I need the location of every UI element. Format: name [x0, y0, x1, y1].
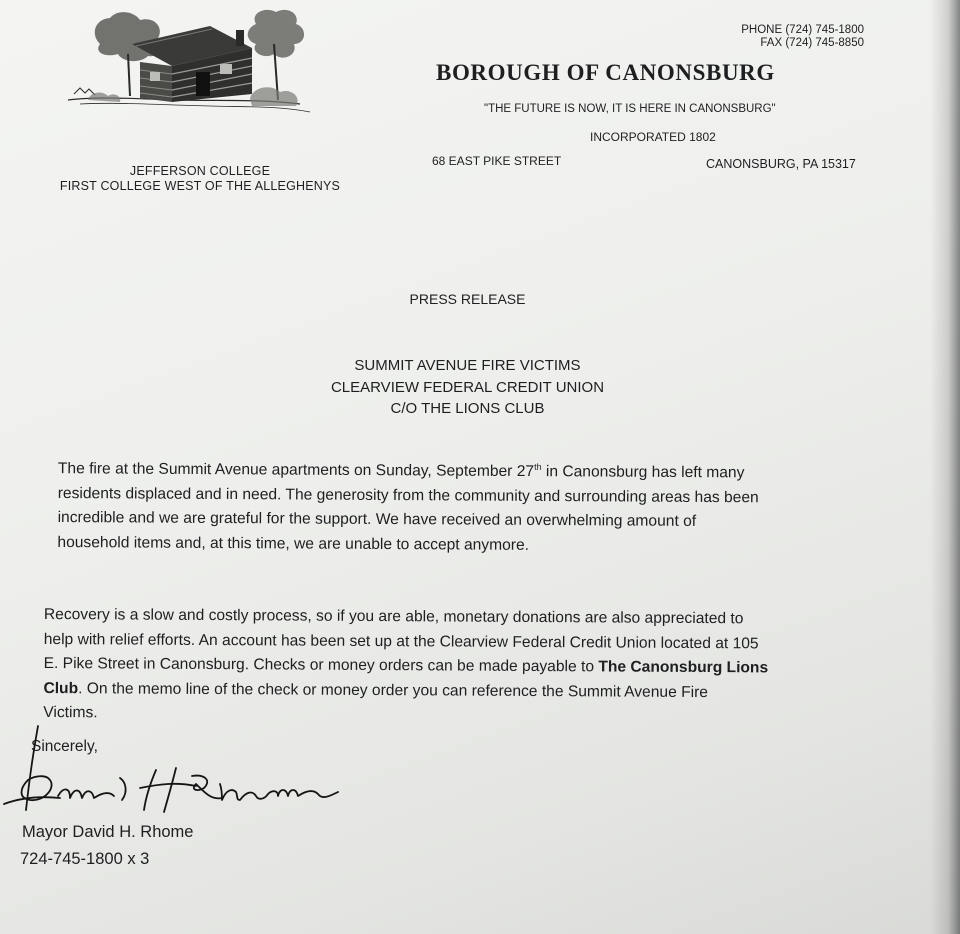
- press-release-heading: PRESS RELEASE: [409, 291, 526, 307]
- incorporated-year: INCORPORATED 1802: [590, 130, 716, 144]
- paragraph-line: household items and, at this time, we are unable to accept anymore.: [57, 533, 530, 554]
- subject-block: [0, 355, 935, 420]
- text-span: E. Pike Street in Canonsburg. Checks or money orders can be made payable to: [43, 654, 599, 676]
- paragraph-fire: [57, 452, 858, 560]
- subject-line: SUMMIT AVENUE FIRE VICTIMS: [354, 357, 581, 374]
- paragraph-line: Recovery is a slow and costly process, so if you are able, monetary donations are also appreciated to: [43, 605, 744, 628]
- phone-number: PHONE (724) 745-1800: [741, 24, 864, 36]
- borough-motto: "THE FUTURE IS NOW, IT IS HERE IN CANONSBURG": [484, 103, 776, 115]
- paragraph-line: help with relief efforts. An account has been set up at the Clearview Federal Credit Union located at 105: [43, 630, 759, 652]
- jefferson-college-cabin-logo: [60, 4, 350, 136]
- college-name: JEFFERSON COLLEGE: [129, 164, 271, 178]
- college-caption: [40, 164, 360, 194]
- subject-line: CLEARVIEW FEDERAL CREDIT UNION: [330, 378, 605, 396]
- city-state-zip: CANONSBURG, PA 15317: [706, 157, 856, 171]
- subject-line: C/O THE LIONS CLUB: [390, 400, 545, 417]
- contact-numbers: [741, 24, 864, 50]
- handwritten-signature: [0, 718, 360, 828]
- paragraph-line: residents displaced and in need. The generosity from the community and surrounding areas has been: [57, 484, 759, 506]
- payee-name: The Canonsburg Lions: [598, 658, 769, 677]
- text-span: The fire at the Summit Avenue apartments on Sunday, September 27: [57, 460, 535, 481]
- fax-number: FAX (724) 745-8850: [760, 37, 864, 49]
- paragraph-line: incredible and we are grateful for the support. We have received an overwhelming amount of: [57, 509, 697, 531]
- paragraph-line: [58, 452, 858, 487]
- paragraph-line: [43, 676, 888, 706]
- signer-phone: 724-745-1800 x 3: [20, 850, 150, 868]
- text-span: in Canonsburg has left many: [541, 463, 745, 482]
- ordinal-suffix: th: [534, 461, 542, 472]
- street-address: 68 EAST PIKE STREET: [432, 154, 562, 168]
- text-span: . On the memo line of the check or money order you can reference the Summit Avenue Fire: [78, 679, 709, 701]
- page-edge-shadow: [930, 0, 960, 934]
- borough-title: BOROUGH OF CANONSBURG: [436, 60, 775, 85]
- college-tagline: FIRST COLLEGE WEST OF THE ALLEGHENYS: [59, 179, 341, 193]
- paragraph-line: Victims.: [43, 703, 98, 722]
- signer-name: Mayor David H. Rhome: [22, 823, 194, 841]
- payee-name-end: Club: [43, 679, 79, 697]
- paragraph-donations: [43, 603, 889, 731]
- closing-salutation: Sincerely,: [31, 738, 98, 755]
